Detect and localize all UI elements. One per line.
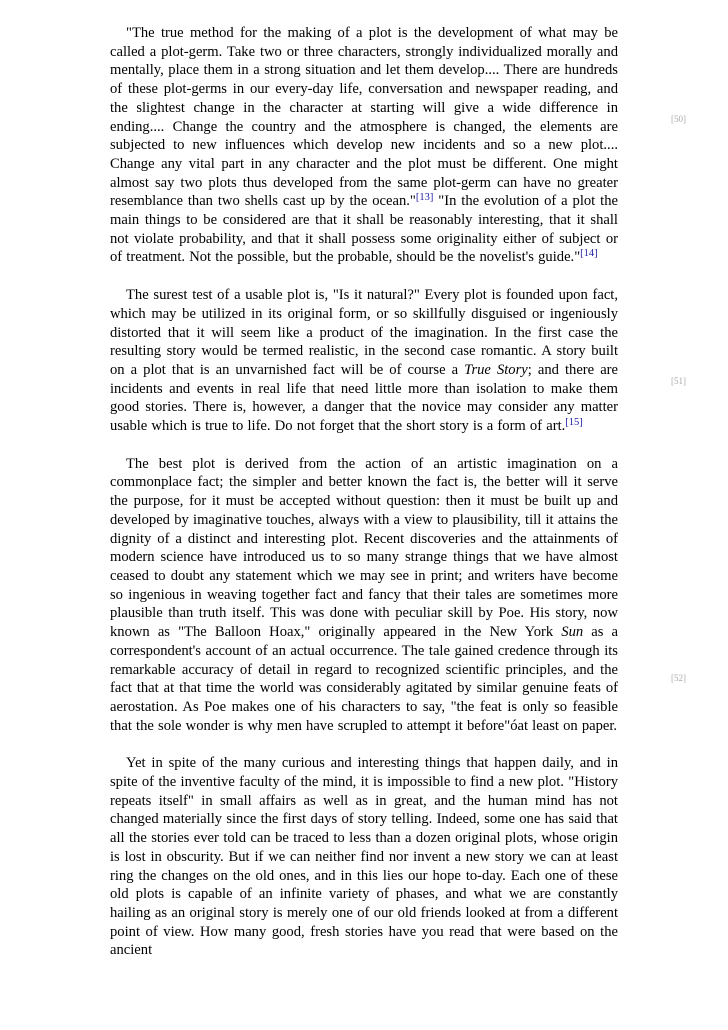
paragraph-3 [110,455,618,736]
paragraph-1 [110,24,618,267]
paragraph-1-text-b: "In the evolution of a plot the main things to be considered are that it shall be reasonably interesting, that it shall not violate probability, and that it shall possess some originality either of subject or of treatment. Not the possible, but the probable, should be the novelist's guide." [110,193,618,266]
page-marker-51: [51] [671,376,686,386]
italic-true-story: True Story [464,361,528,378]
paragraph-1-text-a: "The true method for the making of a plot is the development of what may be called a plot-germ. Take two or three characters, strongly individualized morally and mentally, place them in a strong situation and let them develop.... There are hundreds of these plot-germs in our every-day life, conversation and newspaper reading, and the slightest change in the character at starting will give a wide difference in ending.... Change the country and the atmosphere is changed, the elements are subjected to new influences which develop new incidents and so a new plot.... Change any vital part in any character and the plot must be different. One might almost say two plots thus developed from the same plot-germ can have no greater resemblance than two shells cast up by the ocean." [110,25,618,210]
paragraph-2-text-b: ; and there are incidents and events in real life that need little more than isolation to make them good stories. There is, however, a danger that the novice may consider any matter usable which is true to life. Do not forget that the short story is a form of art. [110,361,619,435]
paragraph-3-text-b: as a correspondent's account of an actual occurrence. The tale gained credence through its remarkable accuracy of detail in regard to recognized scientific principles, and the fact that at that time the world was considerably agitated by similar genuine feats of aerostation. As Poe makes one of his characters to say, "the feat is only so feasible that the sole wonder is why men have scrupled to attempt it before"óat least on paper. [110,624,619,734]
footnote-link-14[interactable]: [14] [580,248,598,260]
document-body [110,24,618,979]
footnote-link-13[interactable]: [13] [415,192,434,204]
paragraph-4 [110,754,618,960]
paragraph-3-text-a: The best plot is derived from the action of an artistic imagination on a commonplace fact; the simpler and better known the fact is, the better will it serve the purpose, for it must be accepted without question: then it must be built up and developed by imaginative touches, always with a view to plausibility, till it attains the dignity of a distinct and interesting plot. Recent discoveries and the attainments of modern science have introduced us to so many strange things that we have almost ceased to doubt any statement which we may see in print; and writers have become so ingenious in weaving together fact and fancy that their tales are sometimes more plausible than truth itself. This was done with peculiar skill by Poe. His story, now known as "The Balloon Hoax," originally appeared in the New York [110,455,618,641]
paragraph-2 [110,286,618,436]
italic-sun: Sun [561,624,584,641]
page-marker-50: [50] [671,114,686,124]
paragraph-2-text-a: The surest test of a usable plot is, "Is it natural?" Every plot is founded upon fact, which may be utilized in its original form, or so skillfully disguised or ingeniously distorted that it will seem like a product of the imagination. In the first case the resulting story would be termed realistic, in the second case romantic. A story built on a plot that is an unvarnished fact will be of course a [110,287,618,378]
footnote-link-15[interactable]: [15] [565,417,583,429]
page-marker-52: [52] [671,673,686,683]
paragraph-4-text: Yet in spite of the many curious and interesting things that happen daily, and in spite of the inventive faculty of the mind, it is impossible to find a new plot. "History repeats itself" in small affairs as well as in great, and the human mind has not changed materially since the first days of story telling. Indeed, some one has said that all the stories ever told can be traced to less than a dozen original plots, whose origin is lost in obscurity. But if we can neither find nor invent a new story we can at least ring the changes on the old ones, and in this lies our hope to-day. Each one of these old plots is capable of an infinite variety of phases, and what we are constantly hailing as an original story is merely one of our old friends looked at from a different point of view. How many good, fresh stories have you read that were based on the ancient [110,755,618,959]
